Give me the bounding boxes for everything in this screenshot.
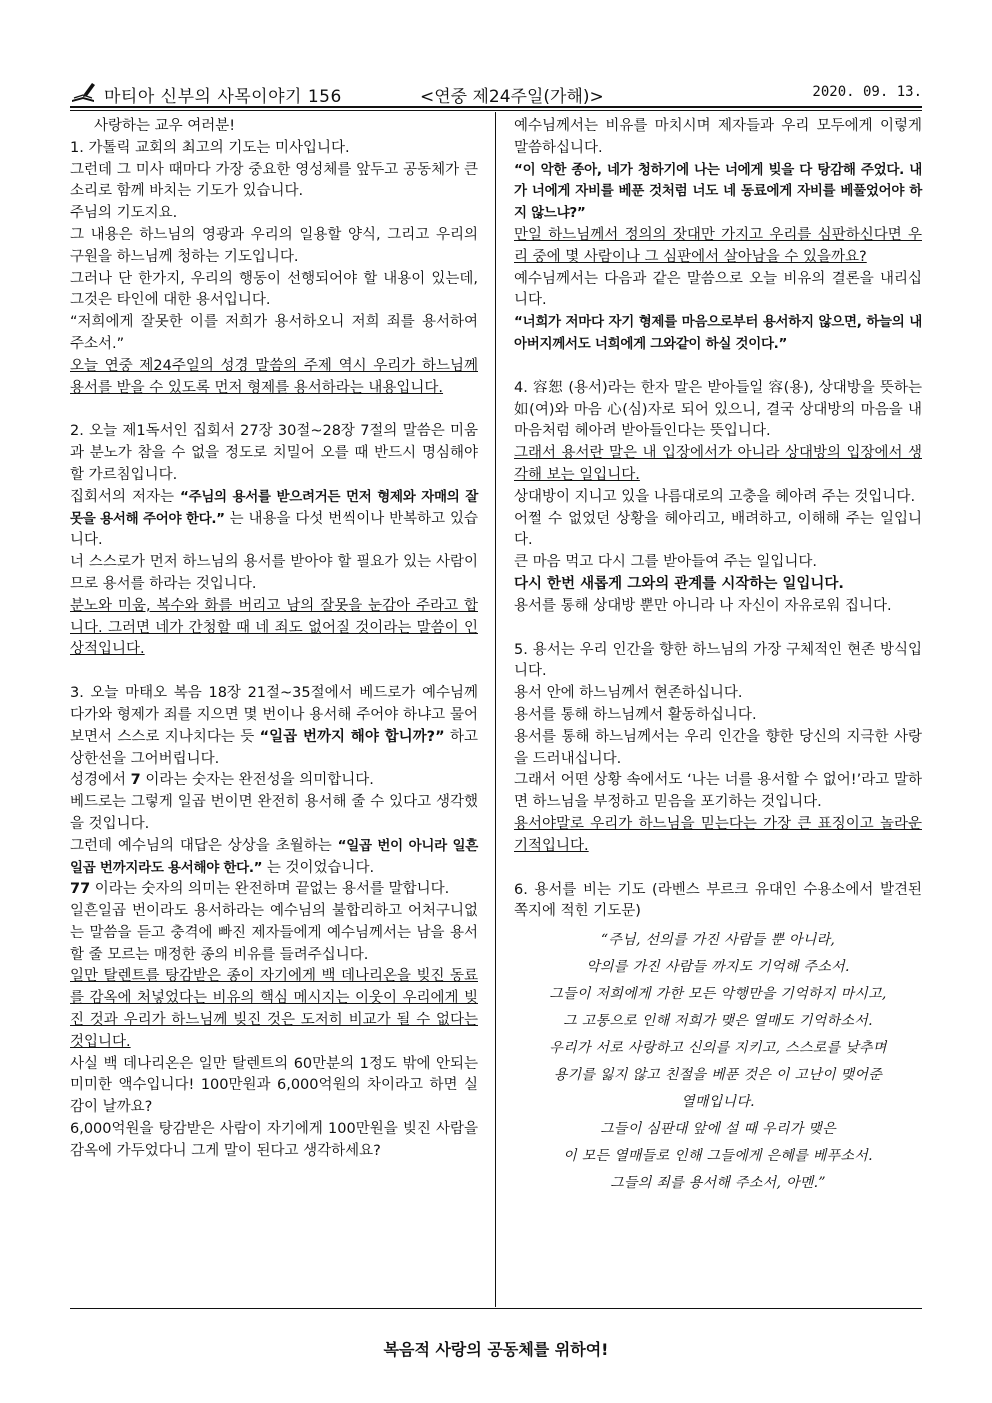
paragraph: 그 내용은 하느님의 영광과 우리의 일용할 양식, 그리고 우리의 구원을 하느님께 청하는 기도입니다. (70, 226, 478, 265)
bold-paragraph: 다시 한번 새롭게 그와의 관계를 시작하는 일입니다. (514, 575, 844, 592)
bold-number: 7 (130, 772, 141, 789)
handwritten-prayer (514, 927, 922, 1197)
paragraph: 베드로는 그렇게 일곱 번이면 완전히 용서해 줄 수 있다고 생각했을 것입니다. (70, 794, 478, 832)
paragraph (70, 879, 478, 901)
paragraph: 그래서 어떤 상황 속에서도 ‘나는 너를 용서할 수 없어!’라고 말하면 하느님을 부정하고 믿음을 포기하는 것입니다. (514, 772, 922, 811)
prayer-line: 악의를 가진 사람들 까지도 기억해 주소서. (586, 959, 850, 976)
prayer-line: 열매입니다. (681, 1094, 755, 1111)
paragraph: 4. 容恕 (용서)라는 한자 말은 받아들일 容(용), 상대방을 뜻하는 如(여)와 마음 心(심)자로 되어 있으니, 결국 상대방의 마음을 내 마음처럼 헤아려 받아들인다는 뜻입니다. (514, 379, 922, 440)
paragraph: 용서 안에 하느님께서 현존하십니다. (514, 685, 743, 702)
paragraph: 주님의 기도지요. (70, 205, 178, 222)
paragraph (70, 487, 478, 552)
paragraph: 예수님께서는 비유를 마치시며 제자들과 우리 모두에게 이렇게 말씀하십니다. (514, 118, 922, 156)
paragraph: 사실 백 데나리온은 일만 탈렌트의 60만분의 1정도 밖에 안되는 미미한 액수입니다! 100만원과 6,000억원의 차이라고 하면 실감이 날까요? (70, 1055, 478, 1116)
prayer-line: “주님, 선의를 가진 사람들 뿐 아니라, (600, 932, 836, 949)
header-rule (70, 106, 922, 108)
paragraph (70, 770, 478, 792)
bold-quote: “일곱 번까지 해야 합니까?” (259, 728, 445, 745)
liturgical-week: <연중 제24주일(가해)> (420, 87, 604, 107)
paragraph (70, 836, 478, 880)
paragraph: 상대방이 지니고 있을 나름대로의 고충을 헤아려 주는 것입니다. (514, 488, 916, 505)
paragraph: 너 스스로가 먼저 하느님의 용서를 받아야 할 필요가 있는 사람이므로 용서를 하라는 것입니다. (70, 554, 478, 592)
paragraph: 그러나 단 한가지, 우리의 행동이 선행되어야 할 내용이 있는데, 그것은 타인에 대한 용서입니다. (70, 270, 478, 309)
underlined-paragraph: 그래서 용서란 말은 내 입장에서가 아니라 상대방의 입장에서 생각해 보는 일입니다. (514, 445, 922, 483)
paragraph: 어쩔 수 없었던 상황을 헤아리고, 배려하고, 이해해 주는 일입니다. (514, 510, 922, 549)
bold-quote: “주님의 용서를 받으려거든 먼저 형제와 자매의 잘못을 용서해 주어야 한다.” (70, 488, 478, 527)
text: 그런데 예수님의 대답은 상상을 초월하는 (70, 837, 338, 854)
paragraph: 6. 용서를 비는 기도 (라벤스 부르크 유대인 수용소에서 발견된 쪽지에 적힌 기도문) (514, 881, 922, 920)
text: 이라는 숫자는 완전성을 의미합니다. (140, 772, 374, 789)
prayer-line: 용기를 잃지 않고 친절을 베푼 것은 이 고난이 맺어준 (553, 1067, 883, 1084)
text: 이라는 숫자의 의미는 완전하며 끝없는 용서를 말합니다. (90, 881, 450, 898)
bold-quote: “너희가 저마다 자기 형제를 마음으로부터 용서하지 않으면, 하늘의 내 아버지께서도 너희에게 그와같이 하실 것이다.” (514, 314, 922, 352)
paragraph: 큰 마음 먹고 다시 그를 받아들여 주는 일입니다. (514, 554, 818, 571)
paragraph: 일흔일곱 번이라도 용서하라는 예수님의 불합리하고 어처구니없는 말씀을 듣고 충격에 빠진 제자들에게 예수님께서는 남을 용서할 줄 모르는 매정한 종의 비유를 들려주십니다. (70, 903, 478, 963)
paragraph (70, 683, 478, 770)
text: 는 내용을 다섯 번씩이나 반복하고 있습니다. (70, 510, 479, 549)
underlined-paragraph: 오늘 연중 제24주일의 성경 말씀의 주제 역시 우리가 하느님께 용서를 받을 수 있도록 먼저 형제를 용서하라는 내용입니다. (70, 357, 478, 396)
column-divider (495, 112, 496, 1307)
text: 3. 오늘 마태오 복음 18장 21절~35절에서 베드로가 예수님께 다가와 형제가 죄를 지으면 몇 번이나 용서해 주어야 하냐고 물어보면서 스스로 지나치다는 듯 (70, 685, 478, 745)
text: 성경에서 (70, 772, 131, 789)
page-header (70, 80, 922, 106)
greeting: 사랑하는 교우 여러분! (94, 118, 236, 134)
left-column (70, 116, 478, 1163)
prayer-quote: “저희에게 잘못한 이를 저희가 용서하오니 저희 죄를 용서하여 주소서.” (70, 314, 478, 352)
pen-and-book-icon (70, 80, 98, 104)
paragraph: 그런데 그 미사 때마다 가장 중요한 영성체를 앞두고 공동체가 큰소리로 함께 바치는 기도가 있습니다. (70, 161, 478, 200)
prayer-line: 그 고통으로 인해 저희가 맺은 열매도 기억하소서. (563, 1013, 873, 1030)
bold-quote: “일곱 번이 아니라 일흔일곱 번까지라도 용서해야 한다.” (70, 837, 478, 876)
underlined-paragraph: 분노와 미움, 복수와 화를 버리고 남의 잘못을 눈감아 주라고 합니다. 그러면 네가 간청할 때 네 죄도 없어질 것이라는 말씀이 인상적입니다. (70, 597, 478, 658)
footer-rule (70, 1308, 922, 1309)
footer-slogan: 복음적 사랑의 공동체를 위하여! (383, 1340, 609, 1359)
text: 는 것이었습니다. (262, 859, 375, 876)
prayer-line: 이 모든 열매들로 인해 그들에게 은혜를 베푸소서. (563, 1148, 873, 1165)
paragraph: 6,000억원을 탕감받은 사람이 자기에게 100만원을 빚진 사람을 감옥에 가두었다니 그게 말이 된다고 생각하세요? (70, 1121, 478, 1159)
text: 하고 상한선을 그어버립니다. (70, 728, 479, 767)
header-rule-thin (70, 110, 922, 111)
bold-number: 77 (70, 881, 91, 898)
prayer-line: 그들이 심판대 앞에 설 때 우리가 맺은 (600, 1121, 836, 1138)
text: 집회서의 저자는 (70, 488, 180, 505)
underlined-paragraph: 일만 탈렌트를 탕감받은 종이 자기에게 백 데나리온을 빚진 동료를 감옥에 처넣었다는 비유의 핵심 메시지는 이웃이 우리에게 빚진 것과 우리가 하느님께 빚진 것은 도저히 비교가 될 수 없다는 것입니다. (70, 968, 478, 1050)
newsletter-title: 마티아 신부의 사목이야기 156 (104, 87, 342, 107)
paragraph: 용서를 통해 하느님께서는 우리 인간을 향한 당신의 지극한 사랑을 드러내십니다. (514, 728, 922, 767)
underlined-paragraph: 용서야말로 우리가 하느님을 믿는다는 가장 큰 표징이고 놀라운 기적입니다. (514, 815, 922, 854)
prayer-line: 우리가 서로 사랑하고 신의를 지키고, 스스로를 낮추며 (549, 1040, 887, 1057)
paragraph: 1. 가톨릭 교회의 최고의 기도는 미사입니다. (70, 139, 350, 156)
prayer-line: 그들의 죄를 용서해 주소서, 아멘.” (610, 1175, 826, 1192)
bold-quote: “이 악한 종아, 네가 청하기에 나는 너에게 빚을 다 탕감해 주었다. 내가 너에게 자비를 베푼 것처럼 너도 네 동료에게 자비를 베풀었어야 하지 않느냐?” (514, 161, 922, 222)
paragraph: 용서를 통해 하느님께서 활동하십니다. (514, 706, 757, 723)
right-column (514, 116, 922, 1197)
paragraph: 2. 오늘 제1독서인 집회서 27장 30절~28장 7절의 말씀은 미움과 분노가 참을 수 없을 정도로 치밀어 오를 때 반드시 명심해야 할 가르침입니다. (70, 423, 478, 483)
paragraph: 5. 용서는 우리 인간을 향한 하느님의 가장 구체적인 현존 방식입니다. (514, 641, 922, 680)
paragraph: 용서를 통해 상대방 뿐만 아니라 나 자신이 자유로워 집니다. (514, 597, 892, 614)
prayer-line: 그들이 저희에게 가한 모든 악행만을 기억하지 마시고, (549, 986, 887, 1003)
underlined-paragraph: 만일 하느님께서 정의의 잣대만 가지고 우리를 심판하신다면 우리 중에 몇 사람이나 그 심판에서 살아남을 수 있을까요? (514, 226, 922, 265)
issue-date: 2020. 09. 13. (812, 84, 922, 100)
paragraph: 예수님께서는 다음과 같은 말씀으로 오늘 비유의 결론을 내리십니다. (514, 270, 922, 309)
